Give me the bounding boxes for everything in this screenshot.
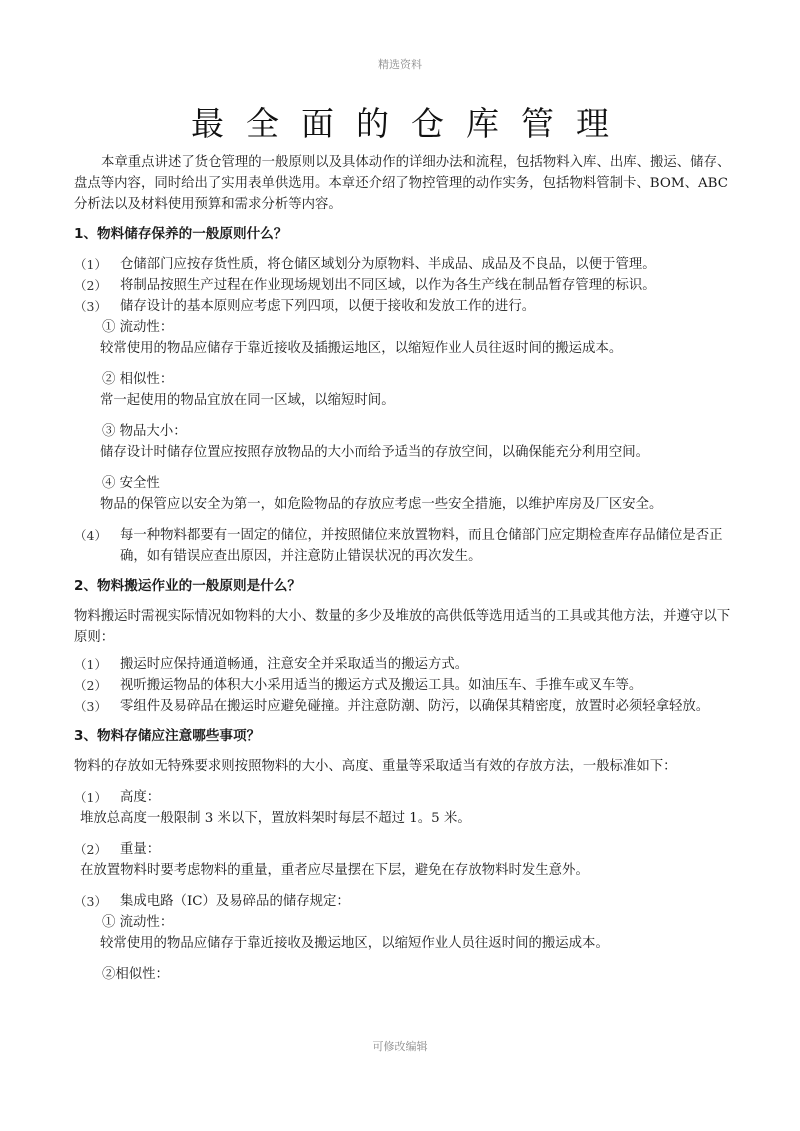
list-item — [74, 696, 736, 717]
item-number: （3） — [74, 699, 107, 714]
item-label: 集成电路（IC）及易碎品的储存规定： — [120, 894, 350, 909]
sub-body: 物品的保管应以安全为第一，如危险物品的存放应考虑一些安全措施，以维护库房及厂区安全。 — [100, 497, 663, 512]
item-text: 将制品按照生产过程在作业现场规划出不同区域，以作为各生产线在制品暂存管理的标识。 — [120, 278, 656, 293]
item-number: （3） — [74, 299, 107, 314]
item-number: （2） — [74, 842, 107, 857]
sub-label: ②相似性： — [102, 967, 169, 982]
page-header: 精选资料 — [378, 58, 422, 71]
sub-label: ④ 安全性 — [102, 476, 160, 491]
list-item — [74, 839, 736, 860]
section-1-heading: 1、物料储存保养的一般原则什么？ — [74, 226, 288, 242]
section-3-heading: 3、物料存储应注意哪些事项？ — [74, 728, 261, 744]
sub-body: 常一起使用的物品宜放在同一区域，以缩短时间。 — [100, 393, 395, 408]
list-item — [74, 275, 736, 296]
list-item — [74, 525, 736, 567]
section-2-intro: 物料搬运时需视实际情况如物料的大小、数量的多少及堆放的高供低等选用适当的工具或其他方法，并遵守以下原则： — [74, 609, 731, 645]
item-number: （1） — [74, 257, 107, 272]
item-body: 堆放总高度一般限制 3 米以下，置放料架时每层不超过 1。5 米。 — [80, 811, 471, 826]
page-footer: 可修改编辑 — [372, 1040, 428, 1053]
item-text: 搬运时应保持通道畅通，注意安全并采取适当的搬运方式。 — [120, 657, 469, 672]
list-item — [74, 891, 736, 912]
item-number: （4） — [74, 528, 107, 543]
section-3-intro: 物料的存放如无特殊要求则按照物料的大小、高度、重量等采取适当有效的存放方法，一般标准如下： — [74, 759, 677, 774]
item-number: （1） — [74, 657, 107, 672]
sub-body: 较常使用的物品应储存于靠近接收及搬运地区，以缩短作业人员往返时间的搬运成本。 — [100, 936, 609, 951]
list-item — [74, 254, 736, 275]
sub-label: ① 流动性： — [102, 320, 174, 335]
item-text: 储存设计的基本原则应考虑下列四项，以便于接收和发放工作的进行。 — [120, 299, 536, 314]
sub-label: ② 相似性： — [102, 372, 174, 387]
item-text: 仓储部门应按存货性质，将仓储区域划分为原物料、半成品、成品及不良品，以便于管理。 — [120, 257, 656, 272]
section-2-heading: 2、物料搬运作业的一般原则是什么？ — [74, 578, 301, 594]
item-number: （1） — [74, 790, 107, 805]
item-label: 重量： — [120, 842, 161, 857]
list-item — [74, 296, 736, 317]
sub-label: ③ 物品大小： — [102, 424, 187, 439]
item-body: 在放置物料时要考虑物料的重量，重者应尽量摆在下层，避免在存放物料时发生意外。 — [80, 863, 589, 878]
item-number: （3） — [74, 894, 107, 909]
item-label: 高度： — [120, 790, 161, 805]
list-item — [74, 787, 736, 808]
sub-body: 较常使用的物品应储存于靠近接收及插搬运地区，以缩短作业人员往返时间的搬运成本。 — [100, 341, 623, 356]
item-text: 每一种物料都要有一固定的储位，并按照储位来放置物料，而且仓储部门应定期检查库存品储位是否正确，如有错误应查出原因，并注意防止错误状况的再次发生。 — [120, 528, 723, 564]
item-number: （2） — [74, 678, 107, 693]
list-item — [74, 675, 736, 696]
sub-body: 储存设计时储存位置应按照存放物品的大小而给予适当的存放空间，以确保能充分利用空间。 — [100, 445, 650, 460]
intro-paragraph: 本章重点讲述了货仓管理的一般原则以及具体动作的详细办法和流程，包括物料入库、出库、搬运、储存、盘点等内容，同时给出了实用表单供选用。本章还介绍了物控管理的动作实务，包括物料管制卡、BOM、ABC 分析法以及材料使用预算和需求分析等内容。 — [74, 155, 731, 212]
item-number: （2） — [74, 278, 107, 293]
list-item — [74, 654, 736, 675]
page-title: 最全面的仓库管理 — [191, 104, 631, 143]
document-body — [74, 152, 736, 985]
sub-label: ① 流动性： — [102, 915, 174, 930]
item-text: 零组件及易碎品在搬运时应避免碰撞。并注意防潮、防污，以确保其精密度，放置时必须轻拿轻放。 — [120, 699, 710, 714]
item-text: 视听搬运物品的体积大小采用适当的搬运方式及搬运工具。如油压车、手推车或叉车等。 — [120, 678, 643, 693]
